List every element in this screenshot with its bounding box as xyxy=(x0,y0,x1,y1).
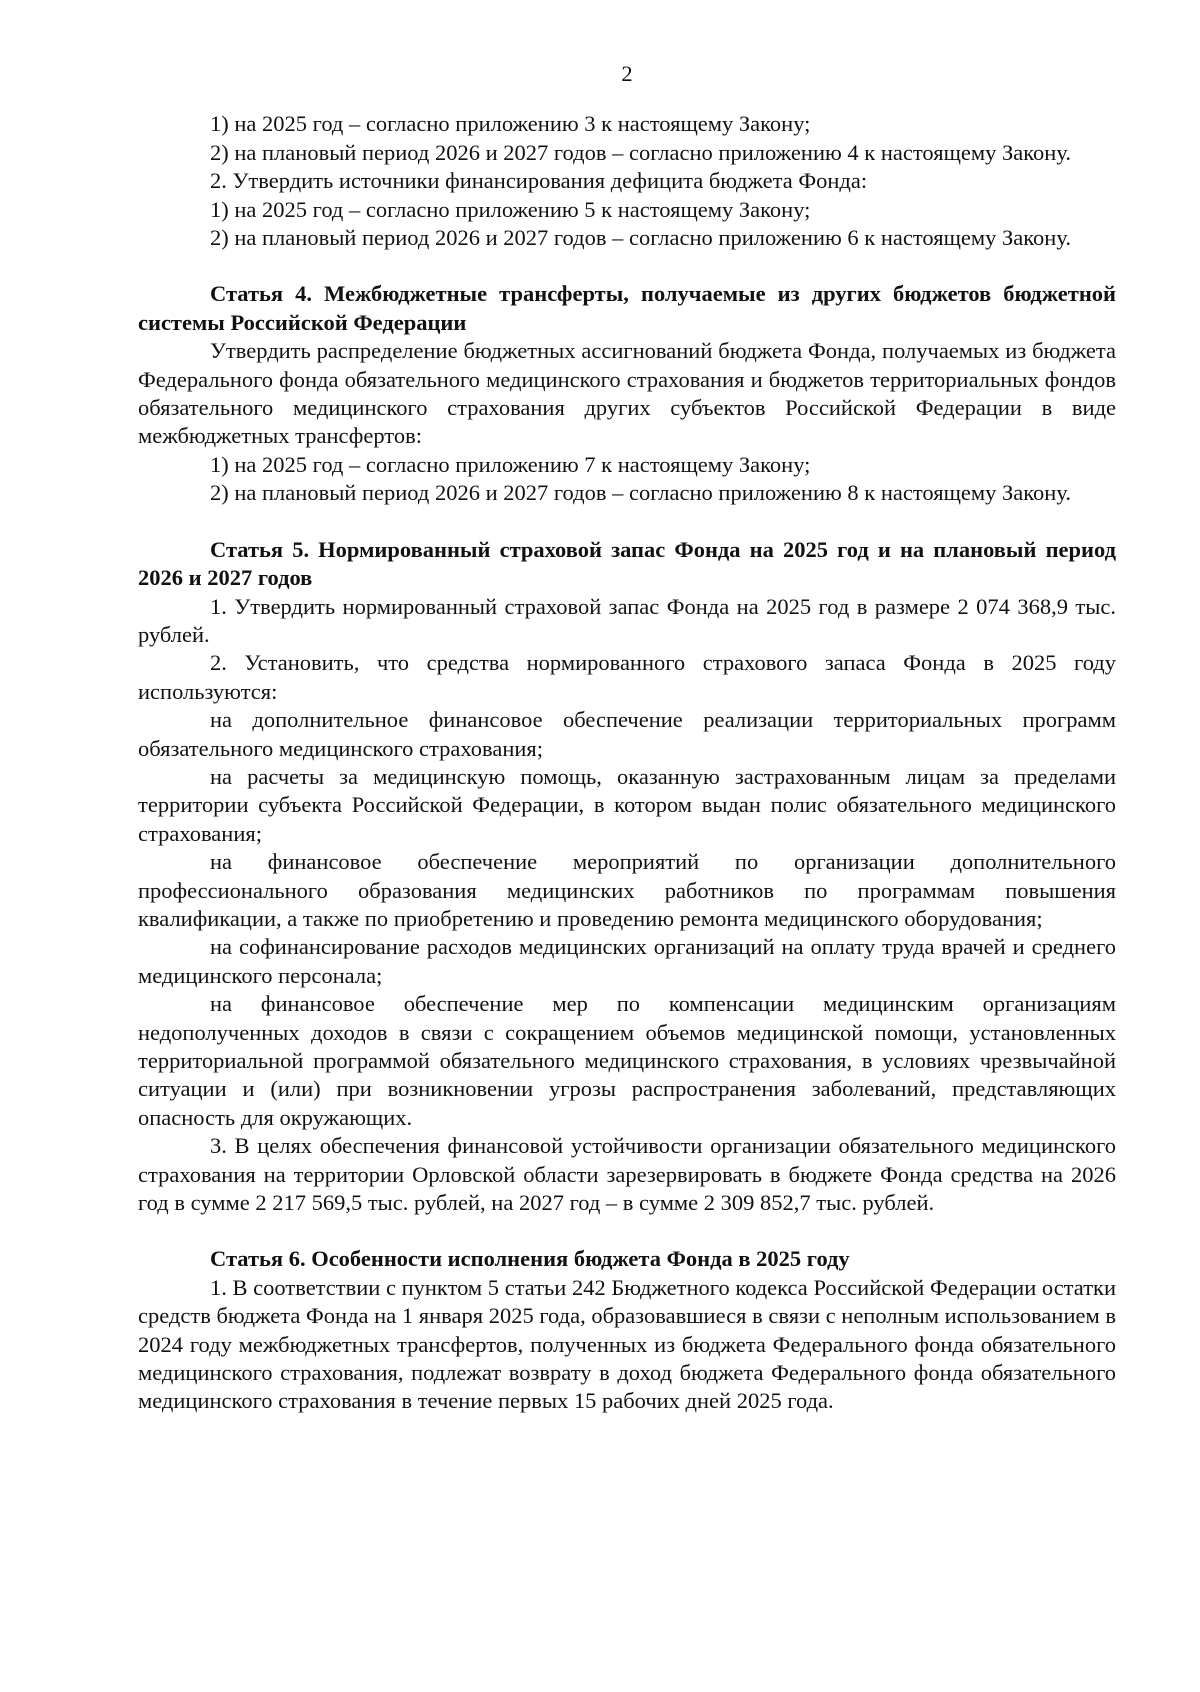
article-4-paragraph: 2) на плановый период 2026 и 2027 годов – согласно приложению 8 к настоящему Закону. xyxy=(210,480,1071,506)
article-5-paragraph: на финансовое обеспечение мероприятий по организации дополнительного профессионального образования медицинских работников по программам повышения квалификации, а также по приобретению и проведению ремонта медицинского оборудования; xyxy=(138,849,1116,931)
section-gap xyxy=(138,1217,1116,1245)
intro-item-4: 1) на 2025 год – согласно приложению 5 к настоящему Закону; xyxy=(210,196,811,222)
article-5-paragraph: на расчеты за медицинскую помощь, оказанную застрахованным лицам за пределами территории субъекта Российской Федерации, в котором выдан полис обязательного медицинского страхования; xyxy=(138,763,1116,846)
article-4-paragraph: 1) на 2025 год – согласно приложению 7 к настоящему Закону; xyxy=(210,451,811,477)
article-5-paragraph: на софинансирование расходов медицинских организаций на оплату труда врачей и среднего медицинского персонала; xyxy=(138,934,1116,988)
intro-item-2: 2) на плановый период 2026 и 2027 годов – согласно приложению 4 к настоящему Закону. xyxy=(210,139,1071,165)
intro-item-1: 1) на 2025 год – согласно приложению 3 к настоящему Закону; xyxy=(210,111,811,137)
page-number: 2 xyxy=(621,61,633,86)
intro-item-3: 2. Утвердить источники финансирования дефицита бюджета Фонда: xyxy=(210,168,868,194)
article-5-paragraph: на финансовое обеспечение мер по компенсации медицинским организациям недополученных доходов в связи с сокращением объемов медицинской помощи, установленных территориальной программой обязательного медицинского страхования, в условиях чрезвычайной ситуации и (или) при возникновении угрозы распространения заболеваний, представляющих опасность для окружающих. xyxy=(138,991,1116,1130)
section-gap xyxy=(138,252,1116,280)
article-4-paragraph: Утвердить распределение бюджетных ассигнований бюджета Фонда, получаемых из бюджета Федерального фонда обязательного медицинского страхования и бюджетов территориальных фондов обязательного медицинского страхования других субъектов Российской Федерации в виде межбюджетных трансфертов: xyxy=(138,338,1116,449)
article-5-paragraph: 3. В целях обеспечения финансовой устойчивости организации обязательного медицинского страхования на территории Орловской области зарезервировать в бюджете Фонда средства на 2026 год в сумме 2 217 569,5 тыс. рублей, на 2027 год – в сумме 2 309 852,7 тыс. рублей. xyxy=(138,1133,1116,1216)
article-5-paragraph: 2. Установить, что средства нормированного страхового запаса Фонда в 2025 году используются: xyxy=(138,650,1116,704)
section-gap xyxy=(138,508,1116,536)
article-5-heading: Статья 5. Нормированный страховой запас Фонда на 2025 год и на плановый период 2026 и 2027 годов xyxy=(138,536,1116,591)
article-4-heading: Статья 4. Межбюджетные трансферты, получаемые из других бюджетов бюджетной системы Российской Федерации xyxy=(138,281,1116,335)
document-page xyxy=(138,60,1116,1416)
article-6-heading: Статья 6. Особенности исполнения бюджета Фонда в 2025 году xyxy=(210,1246,850,1272)
article-5-paragraph: 1. Утвердить нормированный страховой запас Фонда на 2025 год в размере 2 074 368,9 тыс. рублей. xyxy=(138,593,1116,647)
article-6-paragraph: 1. В соответствии с пунктом 5 статьи 242 Бюджетного кодекса Российской Федерации остатки средств бюджета Фонда на 1 января 2025 года, образовавшиеся в связи с неполным использованием в 2024 году межбюджетных трансфертов, полученных из бюджета Федерального фонда обязательного медицинского страхования, подлежат возврату в доход бюджета Федерального фонда обязательного медицинского страхования в течение первых 15 рабочих дней 2025 года. xyxy=(138,1274,1116,1414)
article-5-paragraph: на дополнительное финансовое обеспечение реализации территориальных программ обязательного медицинского страхования; xyxy=(138,707,1116,761)
intro-item-5: 2) на плановый период 2026 и 2027 годов – согласно приложению 6 к настоящему Закону. xyxy=(210,225,1071,251)
